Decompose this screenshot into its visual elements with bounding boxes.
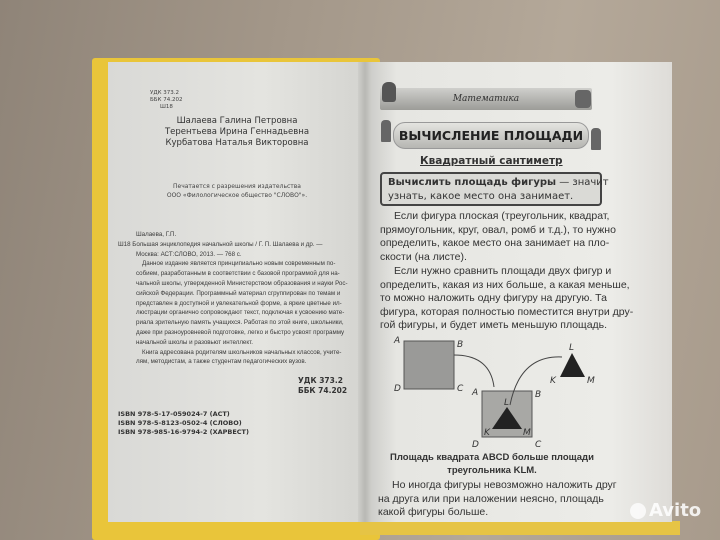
udk: УДК 373.2 bbox=[298, 376, 343, 385]
boy-illustration-icon bbox=[381, 120, 391, 142]
text-line: определить, какое место она занимает на пло- bbox=[380, 237, 610, 249]
avito-logo-icon bbox=[630, 503, 646, 519]
udk-code: УДК 373.2 bbox=[150, 90, 180, 96]
catalog-line: представлен в доступной и увлекательной форме, а яркие цветные ил- bbox=[136, 299, 342, 307]
catalog-record bbox=[118, 230, 348, 367]
catalog-line: сийской Федерации. Программный материал сгруппирован по темам и bbox=[136, 289, 341, 297]
catalog-line: Москва: АСТ:СЛОВО, 2013. — 768 с. bbox=[136, 250, 242, 258]
text-line: на друга или при наложении неясно, площадь bbox=[378, 492, 604, 505]
isbn: ISBN 978-5-17-059024-7 (АСТ) bbox=[118, 410, 230, 418]
label-d: D bbox=[394, 384, 401, 394]
label-a: A bbox=[472, 388, 479, 398]
author: Шалаева Галина Петровна bbox=[176, 116, 298, 126]
isbn: ISBN 978-5-8123-0502-4 (СЛОВО) bbox=[118, 419, 242, 427]
permission-line: ООО «Филологическое общество "СЛОВО"». bbox=[166, 192, 308, 199]
figure-caption bbox=[372, 451, 612, 477]
label-m: M bbox=[523, 428, 531, 438]
definition-text: узнать, какое место она занимает. bbox=[388, 191, 574, 202]
isbn-list bbox=[118, 410, 249, 437]
dog-illustration-icon bbox=[575, 90, 591, 108]
bbk-code: ББК 74.202 bbox=[150, 97, 183, 103]
caption-line: Площадь квадрата ABCD больше площади bbox=[390, 452, 594, 463]
permission-line: Печатается с разрешения издательства bbox=[173, 183, 301, 190]
sack-illustration-icon bbox=[382, 82, 396, 102]
isbn: ISBN 978-985-16-9794-2 (ХАРВЕСТ) bbox=[118, 428, 249, 436]
label-b: B bbox=[457, 340, 464, 350]
paragraph-2 bbox=[380, 265, 633, 333]
watermark-text: Avito bbox=[649, 500, 702, 521]
label-k: K bbox=[550, 376, 556, 386]
label-d: D bbox=[472, 440, 479, 449]
area-comparison-diagram bbox=[388, 335, 598, 449]
text-line: скости (на листе). bbox=[380, 250, 467, 263]
udk-bbk-block bbox=[298, 376, 347, 396]
catalog-line: чальной школы, утвержденной Министерством образования и науки Рос- bbox=[136, 279, 348, 287]
catalog-line: начальной школы и разовьют интеллект. bbox=[136, 338, 254, 346]
catalog-line: лям, методистам, а также студентам педагогических вузов. bbox=[136, 358, 307, 366]
arrow-square bbox=[454, 355, 494, 387]
paragraph-3 bbox=[378, 479, 617, 520]
catalog-line: даже при разноуровневой подготовке, легко и быстро усвоят программу bbox=[136, 328, 345, 336]
text-line: гой фигуры, и будет иметь меньшую площадь. bbox=[380, 319, 608, 331]
text-line: Если фигура плоская (треугольник, квадрат, bbox=[394, 210, 610, 222]
author-mark: Ш18 bbox=[160, 104, 173, 110]
label-a: A bbox=[394, 336, 401, 346]
label-m: M bbox=[587, 376, 595, 386]
author: Терентьева Ирина Геннадьевна bbox=[164, 127, 310, 137]
caption-line: треугольника KLM. bbox=[447, 465, 537, 476]
text-line: определить, какая из них больше, а какая меньше, bbox=[380, 278, 630, 291]
catalog-line: люстрации органично сопровождают текст, подключая к усвоению мате- bbox=[136, 309, 345, 317]
author: Курбатова Наталья Викторовна bbox=[165, 138, 309, 148]
section-title-text: ВЫЧИСЛЕНИЕ ПЛОЩАДИ bbox=[398, 128, 584, 143]
section-title bbox=[393, 122, 589, 149]
label-l: L bbox=[504, 398, 510, 408]
text-line: Если нужно сравнить площади двух фигур и bbox=[394, 265, 612, 277]
bbk: ББК 74.202 bbox=[298, 386, 348, 395]
square-abcd bbox=[404, 341, 454, 389]
catalog-line: собием, разработанным в соответствии с базовой программой для на- bbox=[136, 270, 340, 278]
catalog-line: Шалаева, Г.П. bbox=[136, 231, 177, 238]
authors bbox=[112, 116, 362, 149]
label-b: B bbox=[535, 390, 542, 400]
subsection-title: Квадратный сантиметр bbox=[420, 155, 563, 167]
permission-note bbox=[112, 182, 362, 200]
text-line: то можно наложить одну фигуру на другую. Та bbox=[380, 292, 607, 304]
definition-text: — значит bbox=[556, 177, 609, 188]
avito-watermark bbox=[630, 500, 701, 521]
label-k: K bbox=[484, 428, 490, 438]
definition-box bbox=[380, 172, 609, 206]
catalog-line: риала зрительную память учащихся. Работая по этой книге, школьники, bbox=[136, 319, 344, 327]
subject-header bbox=[380, 88, 592, 110]
boy-illustration-icon bbox=[591, 128, 601, 150]
text-line: фигура, которая полностью поместится внутри дру- bbox=[380, 305, 634, 318]
text-line: прямоугольник, круг, овал, ромб и т.д.), то нужно bbox=[380, 223, 616, 236]
catalog-line: Книга адресована родителям школьников начальных классов, учите- bbox=[142, 348, 342, 356]
classification-codes bbox=[150, 90, 182, 111]
paragraph-1 bbox=[380, 210, 616, 264]
subject-label: Математика bbox=[452, 94, 520, 104]
definition-term: Вычислить площадь фигуры bbox=[388, 177, 557, 188]
triangle-klm bbox=[560, 353, 585, 377]
label-c: C bbox=[535, 440, 542, 449]
text-line: Но иногда фигуры невозможно наложить друг bbox=[392, 479, 617, 491]
catalog-line: Ш18 Большая энциклопедия начальной школы / Г. П. Шалаева и др. — bbox=[118, 240, 323, 248]
label-c: C bbox=[457, 384, 464, 394]
book-cover-edge bbox=[360, 521, 680, 535]
text-line: какой фигуры больше. bbox=[378, 506, 489, 518]
catalog-line: Данное издание является принципиально новым современным по- bbox=[142, 260, 336, 268]
label-l: L bbox=[569, 343, 575, 353]
